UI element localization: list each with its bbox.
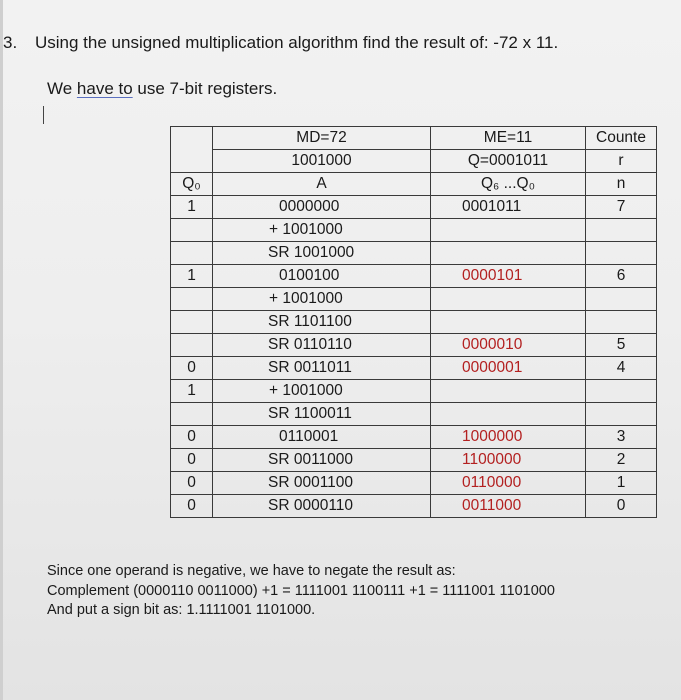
header-row-1 (171, 127, 657, 150)
a-label: A (213, 173, 431, 196)
n-cell: 5 (586, 334, 657, 357)
q-cell: 0110000 (431, 472, 586, 495)
n-cell (586, 219, 657, 242)
table-row (171, 426, 657, 449)
q-cell (431, 311, 586, 334)
counter-header: Counte (586, 127, 657, 150)
header-row-2 (171, 150, 657, 173)
note-line-2: Complement (0000110 0011000) +1 = 1111001 1100111 +1 = 1111001 1101000 (47, 582, 555, 599)
n-cell: 2 (586, 449, 657, 472)
table-row (171, 449, 657, 472)
q0-cell: 1 (171, 196, 213, 219)
q-cell: 0011000 (431, 495, 586, 518)
q0-cell (171, 311, 213, 334)
md-header: MD=72 (213, 127, 431, 150)
table-row (171, 288, 657, 311)
q0-cell: 1 (171, 380, 213, 403)
q-cell (431, 288, 586, 311)
table-row (171, 265, 657, 288)
table-row (171, 472, 657, 495)
table-row (171, 311, 657, 334)
text-cursor (43, 106, 44, 124)
n-cell (586, 242, 657, 265)
q-cell (431, 403, 586, 426)
q0-cell: 0 (171, 449, 213, 472)
intro-suffix: use 7-bit registers. (132, 79, 278, 98)
q0-cell: 0 (171, 495, 213, 518)
q0-cell (171, 334, 213, 357)
table-row (171, 196, 657, 219)
intro-prefix: We (47, 79, 77, 98)
me-header: ME=11 (431, 127, 586, 150)
q0-cell (171, 219, 213, 242)
a-cell: SR 0001100 (213, 472, 431, 495)
table-row (171, 357, 657, 380)
q-initial: Q=0001011 (431, 150, 586, 173)
q-cell: 0001011 (431, 196, 586, 219)
q0-cell: 0 (171, 472, 213, 495)
a-cell: + 1001000 (213, 380, 431, 403)
n-label: n (586, 173, 657, 196)
header-row-3 (171, 173, 657, 196)
table-row (171, 334, 657, 357)
table-row (171, 380, 657, 403)
a-cell: 0000000 (213, 196, 431, 219)
intro-underlined-text: have to (76, 79, 133, 98)
a-cell: + 1001000 (213, 288, 431, 311)
q-label: Q₆ ...Q₀ (431, 173, 586, 196)
q0-cell (171, 242, 213, 265)
q-cell (431, 219, 586, 242)
q0-label: Q₀ (171, 173, 213, 196)
a-cell: SR 0011000 (213, 449, 431, 472)
table-row (171, 242, 657, 265)
q-cell: 1100000 (431, 449, 586, 472)
q0-cell (171, 403, 213, 426)
blank-header-cell (171, 127, 213, 173)
n-cell: 7 (586, 196, 657, 219)
n-cell: 1 (586, 472, 657, 495)
n-cell: 6 (586, 265, 657, 288)
n-cell: 0 (586, 495, 657, 518)
q0-cell: 1 (171, 265, 213, 288)
a-cell: SR 1100011 (213, 403, 431, 426)
page-left-edge (0, 0, 3, 700)
n-cell (586, 311, 657, 334)
table-body (171, 196, 657, 518)
a-cell: SR 1001000 (213, 242, 431, 265)
a-cell: + 1001000 (213, 219, 431, 242)
note-line-1: Since one operand is negative, we have to negate the result as: (47, 563, 456, 579)
n-cell: 4 (586, 357, 657, 380)
q0-cell: 0 (171, 426, 213, 449)
q0-cell (171, 288, 213, 311)
q-cell (431, 242, 586, 265)
table-row (171, 219, 657, 242)
n-cell (586, 288, 657, 311)
n-cell: 3 (586, 426, 657, 449)
table-row (171, 403, 657, 426)
n-cell (586, 380, 657, 403)
a-cell: SR 0011011 (213, 357, 431, 380)
n-cell (586, 403, 657, 426)
table-row (171, 495, 657, 518)
q-cell: 0000001 (431, 357, 586, 380)
q-cell: 1000000 (431, 426, 586, 449)
intro-line (47, 79, 277, 99)
q-cell: 0000101 (431, 265, 586, 288)
q-cell (431, 380, 586, 403)
q-cell: 0000010 (431, 334, 586, 357)
solution-note (47, 562, 555, 621)
note-line-3: And put a sign bit as: 1.1111001 1101000. (47, 602, 316, 618)
counter-header-cont: r (586, 150, 657, 173)
question-number: 3. (3, 33, 18, 52)
q0-cell: 0 (171, 357, 213, 380)
a-cell: SR 0110110 (213, 334, 431, 357)
multiplication-table (170, 126, 657, 518)
md-value: 1001000 (213, 150, 431, 173)
a-cell: SR 0000110 (213, 495, 431, 518)
a-cell: SR 1101100 (213, 311, 431, 334)
a-cell: 0100100 (213, 265, 431, 288)
question-text: Using the unsigned multiplication algorithm find the result of: -72 x 11. (35, 33, 559, 52)
a-cell: 0110001 (213, 426, 431, 449)
